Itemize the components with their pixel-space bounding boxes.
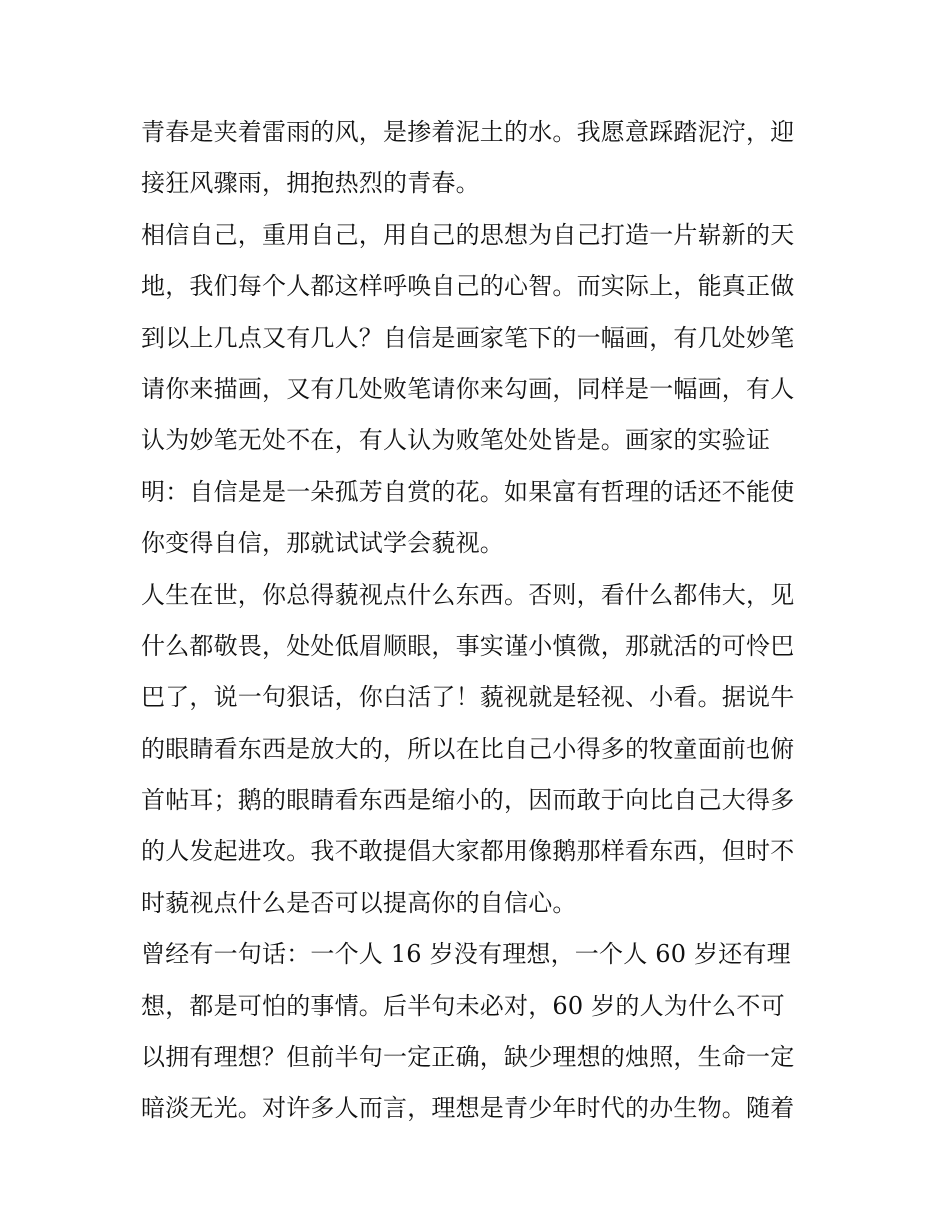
document-body [141, 107, 821, 1135]
text-line: 巴了，说一句狠话，你白活了！藐视就是轻视、小看。据说牛 [141, 683, 795, 712]
text-line: 地，我们每个人都这样呼唤自己的心智。而实际上，能真正做 [141, 272, 795, 301]
text-line: 请你来描画，又有几处败笔请你来勾画，同样是一幅画，有人 [141, 374, 795, 403]
text-line: 以拥有理想？但前半句一定正确，缺少理想的烛照，生命一定 [141, 1043, 795, 1072]
text-line: 暗淡无光。对许多人而言，理想是青少年时代的办生物。随着 [141, 1094, 795, 1123]
text-line: 时藐视点什么是否可以提高你的自信心。 [141, 888, 577, 917]
text-line: 青春是夹着雷雨的风，是掺着泥土的水。我愿意踩踏泥泞，迎 [141, 118, 795, 146]
text-line: 什么都敬畏，处处低眉顺眼，事实谨小慎微，那就活的可怜巴 [141, 631, 795, 660]
text-line: 人生在世，你总得藐视点什么东西。否则，看什么都伟大，见 [141, 580, 795, 609]
text-line: 明：自信是是一朵孤芳自赏的花。如果富有哲理的话还不能使 [141, 477, 795, 506]
text-line: 接狂风骤雨，拥抱热烈的青春。 [141, 169, 480, 198]
text-line: 曾经有一句话：一个人 16 岁没有理想，一个人 60 岁还有理 [141, 940, 791, 969]
text-line: 的眼睛看东西是放大的，所以在比自己小得多的牧童面前也俯 [141, 734, 795, 763]
text-line: 你变得自信，那就试试学会藐视。 [141, 529, 504, 558]
text-line: 相信自己，重用自己，用自己的思想为自己打造一片崭新的天 [141, 220, 795, 249]
text-line: 想，都是可怕的事情。后半句未必对，60 岁的人为什么不可 [141, 991, 785, 1020]
text-line: 首帖耳；鹅的眼睛看东西是缩小的，因而敢于向比自己大得多 [141, 786, 795, 815]
text-line: 的人发起进攻。我不敢提倡大家都用像鹅那样看东西，但时不 [141, 837, 795, 866]
text-line: 认为妙笔无处不在，有人认为败笔处处皆是。画家的实验证 [141, 426, 771, 455]
text-line: 到以上几点又有几人？自信是画家笔下的一幅画，有几处妙笔 [141, 323, 795, 352]
